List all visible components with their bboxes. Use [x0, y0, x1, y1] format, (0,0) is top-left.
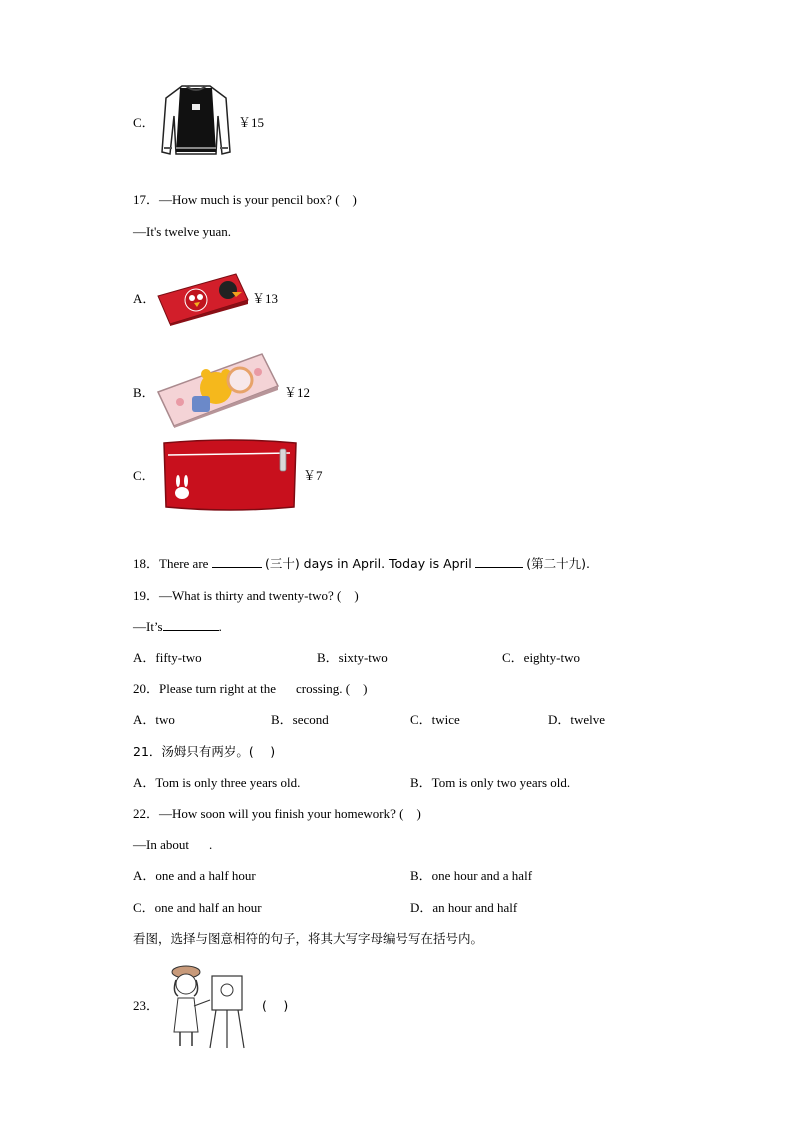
q23-number: 23．: [133, 998, 160, 1013]
q17-answer-line: —It's twelve yuan.: [133, 224, 232, 239]
q20-question-prefix: 20．Please turn right at the: [133, 681, 276, 696]
q22-option-b: B．one hour and a half: [410, 868, 533, 883]
q19-question: 19．—What is thirty and twenty-two? ( ): [133, 588, 359, 603]
q19-option-c: C．eighty-two: [502, 650, 580, 665]
q18-part3: (第二十九).: [526, 556, 590, 571]
q22-answer-line: [133, 836, 212, 854]
q18-part1: 18．There are: [133, 556, 209, 571]
q22-answer-prefix: —In about: [133, 837, 189, 852]
q22-option-c: C．one and half an hour: [133, 900, 262, 915]
q17-option-a-price: ￥13: [252, 291, 279, 306]
q17-question: 17．—How much is your pencil box? ( ): [133, 192, 357, 207]
q22-option-d: D．an hour and half: [410, 900, 518, 915]
pencil-box-birds-image: [156, 272, 250, 326]
q16-option-c-price: ￥15: [238, 115, 265, 130]
q19-answer-suffix: .: [218, 619, 222, 634]
q18-part2: (三十) days in April. Today is April: [264, 556, 472, 571]
q20-option-a: A．two: [133, 712, 175, 727]
q20-option-c: C．twice: [410, 712, 460, 727]
q21-option-b: B．Tom is only two years old.: [410, 775, 571, 790]
q17-option-a-label: A．: [133, 291, 156, 306]
q20-question-suffix: crossing. ( ): [295, 681, 368, 696]
pencil-box-bear-image: [154, 352, 280, 428]
q18-blank-2[interactable]: [475, 555, 523, 568]
q21-question: 21．汤姆只有两岁。( ): [133, 744, 276, 759]
q19-answer-line: [133, 618, 222, 636]
q17-option-c-price: ￥7: [303, 468, 323, 483]
jacket-image: [160, 82, 232, 158]
q19-option-a: A．fifty-two: [133, 650, 202, 665]
q22-option-a: A．one and a half hour: [133, 868, 256, 883]
girl-painting-image: [164, 962, 250, 1050]
q16-option-c-label: C．: [133, 115, 155, 130]
q17-option-b-label: B．: [133, 385, 155, 400]
q18-question: [133, 555, 590, 573]
q22-question: 22．—How soon will you finish your homework? ( ): [133, 806, 421, 821]
q21-option-a: A．Tom is only three years old.: [133, 775, 301, 790]
q23-answer-bracket[interactable]: ( ): [262, 998, 289, 1013]
q20-option-d: D．twelve: [548, 712, 606, 727]
q20-option-b: B．second: [271, 712, 329, 727]
q19-blank[interactable]: [163, 618, 219, 631]
section-instruction: 看图，选择与图意相符的句子，将其大写字母编号写在括号内。: [133, 931, 484, 946]
q19-answer-prefix: —It’s: [133, 619, 163, 634]
q20-question: [133, 680, 367, 698]
q18-blank-1[interactable]: [212, 555, 262, 568]
q17-option-b-price: ￥12: [284, 385, 311, 400]
q22-answer-suffix: .: [208, 837, 213, 852]
q19-option-b: B．sixty-two: [317, 650, 388, 665]
q17-option-c-label: C．: [133, 468, 155, 483]
pencil-case-rabbit-image: [160, 437, 300, 515]
